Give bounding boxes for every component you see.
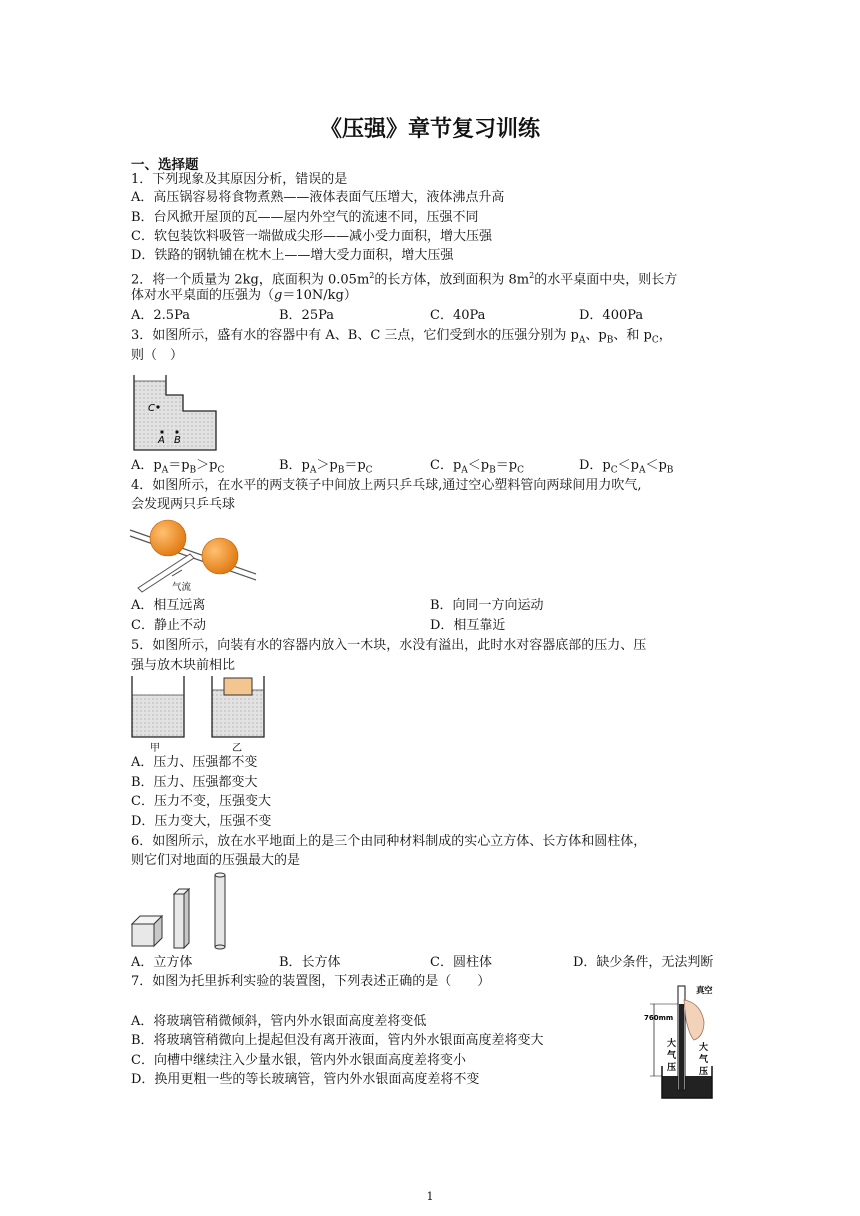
- q7-atm-left-3: 压: [667, 1063, 677, 1073]
- q1-stem: 1．下列现象及其原因分析，错误的是: [131, 172, 348, 187]
- q7-atm-right-1: 大: [699, 1043, 709, 1053]
- q7-atm-right-2: 气: [699, 1055, 709, 1065]
- q6-option-c: C．圆柱体: [430, 955, 492, 970]
- q2-option-c: C．40Pa: [430, 308, 486, 323]
- q3-option-d: D．$p_C<p_A<p_B$: [579, 458, 674, 476]
- q5-option-c: C．压力不变，压强变大: [131, 794, 271, 809]
- q7-mercury-column: [679, 1004, 684, 1090]
- q4-ball-right: [202, 538, 238, 574]
- q4-airflow-label: 气流: [172, 582, 192, 593]
- q7-atm-right-3: 压: [699, 1067, 709, 1077]
- q4-figure-container: [128, 516, 263, 596]
- q5-left-water: [132, 695, 184, 737]
- q3-figure-container: [131, 373, 221, 453]
- page-number: 1: [426, 1190, 434, 1203]
- section-heading: 一、选择题: [131, 157, 199, 173]
- q3-point-a-label: A: [158, 435, 165, 446]
- q3-option-b: B．$p_A>p_B=p_C$: [279, 458, 373, 476]
- q3-stem-line2: 则（ ）: [131, 348, 184, 363]
- q2-option-b: B．25Pa: [279, 308, 335, 323]
- q5-option-b: B．压力、压强都变大: [131, 775, 258, 790]
- q1-option-b: B．台风掀开屋顶的瓦——屋内外空气的流速不同，压强不同: [131, 210, 479, 225]
- q7-hand: [684, 1000, 704, 1040]
- q7-mercury-trough: [662, 1076, 712, 1098]
- q1-option-a: A．高压锅容易将食物煮熟——液体表面气压增大，液体沸点升高: [131, 190, 505, 205]
- q5-figure-container: [128, 674, 268, 754]
- q3-stem-line1: 3．如图所示，盛有水的容器中有 A、B、C 三点，它们受到水的压强分别为 $p_A$、$p_B$、和 $p_C$，: [131, 328, 672, 346]
- q2-stem-line2: 体对水平桌面的压强为（g＝10N/kg）: [131, 288, 357, 303]
- q4-option-d: D．相互靠近: [430, 618, 506, 633]
- q1-option-c: C．软包装饮料吸管一端做成尖形——减小受力面积，增大压强: [131, 229, 492, 244]
- q3-point-b-label: B: [174, 435, 181, 446]
- q1-option-d: D．铁路的钢轨铺在枕木上——增大受力面积，增大压强: [131, 248, 454, 263]
- q6-option-a: A．立方体: [131, 955, 193, 970]
- q4-option-c: C．静止不动: [131, 618, 206, 633]
- q7-option-b: B．将玻璃管稍微向上提起但没有离开液面，管内外水银面高度差将变大: [131, 1033, 544, 1048]
- q7-stem: 7．如图为托里拆利实验的装置图，下列表述正确的是（ ）: [131, 974, 491, 989]
- q4-option-a: A．相互远离: [131, 598, 206, 613]
- q6-stem-line1: 6．如图所示，放在水平地面上的是三个由同种材料制成的实心立方体、长方体和圆柱体，: [131, 834, 647, 849]
- q7-vacuum-label-1: 真: [696, 986, 705, 996]
- q3-option-a: A．$p_A=p_B>p_C$: [131, 458, 225, 476]
- q5-wood-block: [224, 678, 252, 695]
- q6-cylinder: [215, 875, 225, 947]
- q2-option-d: D．400Pa: [579, 308, 644, 323]
- q7-760mm-label: 760mm: [644, 1014, 674, 1022]
- q5-right-water: [212, 690, 264, 737]
- q4-option-b: B．向同一方向运动: [430, 598, 544, 613]
- q6-option-b: B．长方体: [279, 955, 341, 970]
- q3-option-c: C．$p_A<p_B=p_C$: [430, 458, 524, 476]
- q7-option-a: A．将玻璃管稍微倾斜，管内外水银面高度差将变低: [131, 1014, 427, 1029]
- q4-ball-left: [150, 520, 186, 556]
- q6-option-d: D．缺少条件，无法判断: [573, 955, 714, 970]
- q5-right-label: 乙: [232, 743, 242, 754]
- page-title: 《压强》章节复习训练: [319, 117, 540, 142]
- q7-vacuum-label-2: 空: [704, 986, 713, 996]
- q6-figure-container: [128, 870, 238, 952]
- q5-stem-line2: 强与放木块前相比: [131, 658, 236, 673]
- q2-stem-line1: 2．将一个质量为 2kg，底面积为 $0.05m^2$的长方体，放到面积为 $8m^2$的水平桌面中央，则长方: [131, 271, 678, 288]
- q7-atm-left-2: 气: [667, 1051, 677, 1061]
- q3-point-c-label: C: [148, 403, 155, 414]
- q7-figure-container: [644, 980, 720, 1102]
- q2-option-a: A．2.5Pa: [131, 308, 190, 323]
- q4-stem-line1: 4．如图所示，在水平的两支筷子中间放上两只乒乓球,通过空心塑料管向两球间用力吹气,: [131, 478, 642, 493]
- q5-option-d: D．压力变大，压强不变: [131, 814, 272, 829]
- q7-atm-left-1: 大: [667, 1039, 677, 1049]
- q6-cuboid: [184, 889, 189, 948]
- q4-stem-line2: 会发现两只乒乓球: [131, 497, 236, 512]
- q5-stem-line1: 5．如图所示，向装有水的容器内放入一木块，水没有溢出，此时水对容器底部的压力、压: [131, 638, 647, 653]
- q5-left-label: 甲: [150, 743, 160, 754]
- q7-option-c: C．向槽中继续注入少量水银，管内外水银面高度差将变小: [131, 1053, 466, 1068]
- q5-option-a: A．压力、压强都不变: [131, 755, 258, 770]
- q6-stem-line2: 则它们对地面的压强最大的是: [131, 853, 301, 868]
- q7-option-d: D．换用更粗一些的等长玻璃管，管内外水银面高度差将不变: [131, 1072, 480, 1087]
